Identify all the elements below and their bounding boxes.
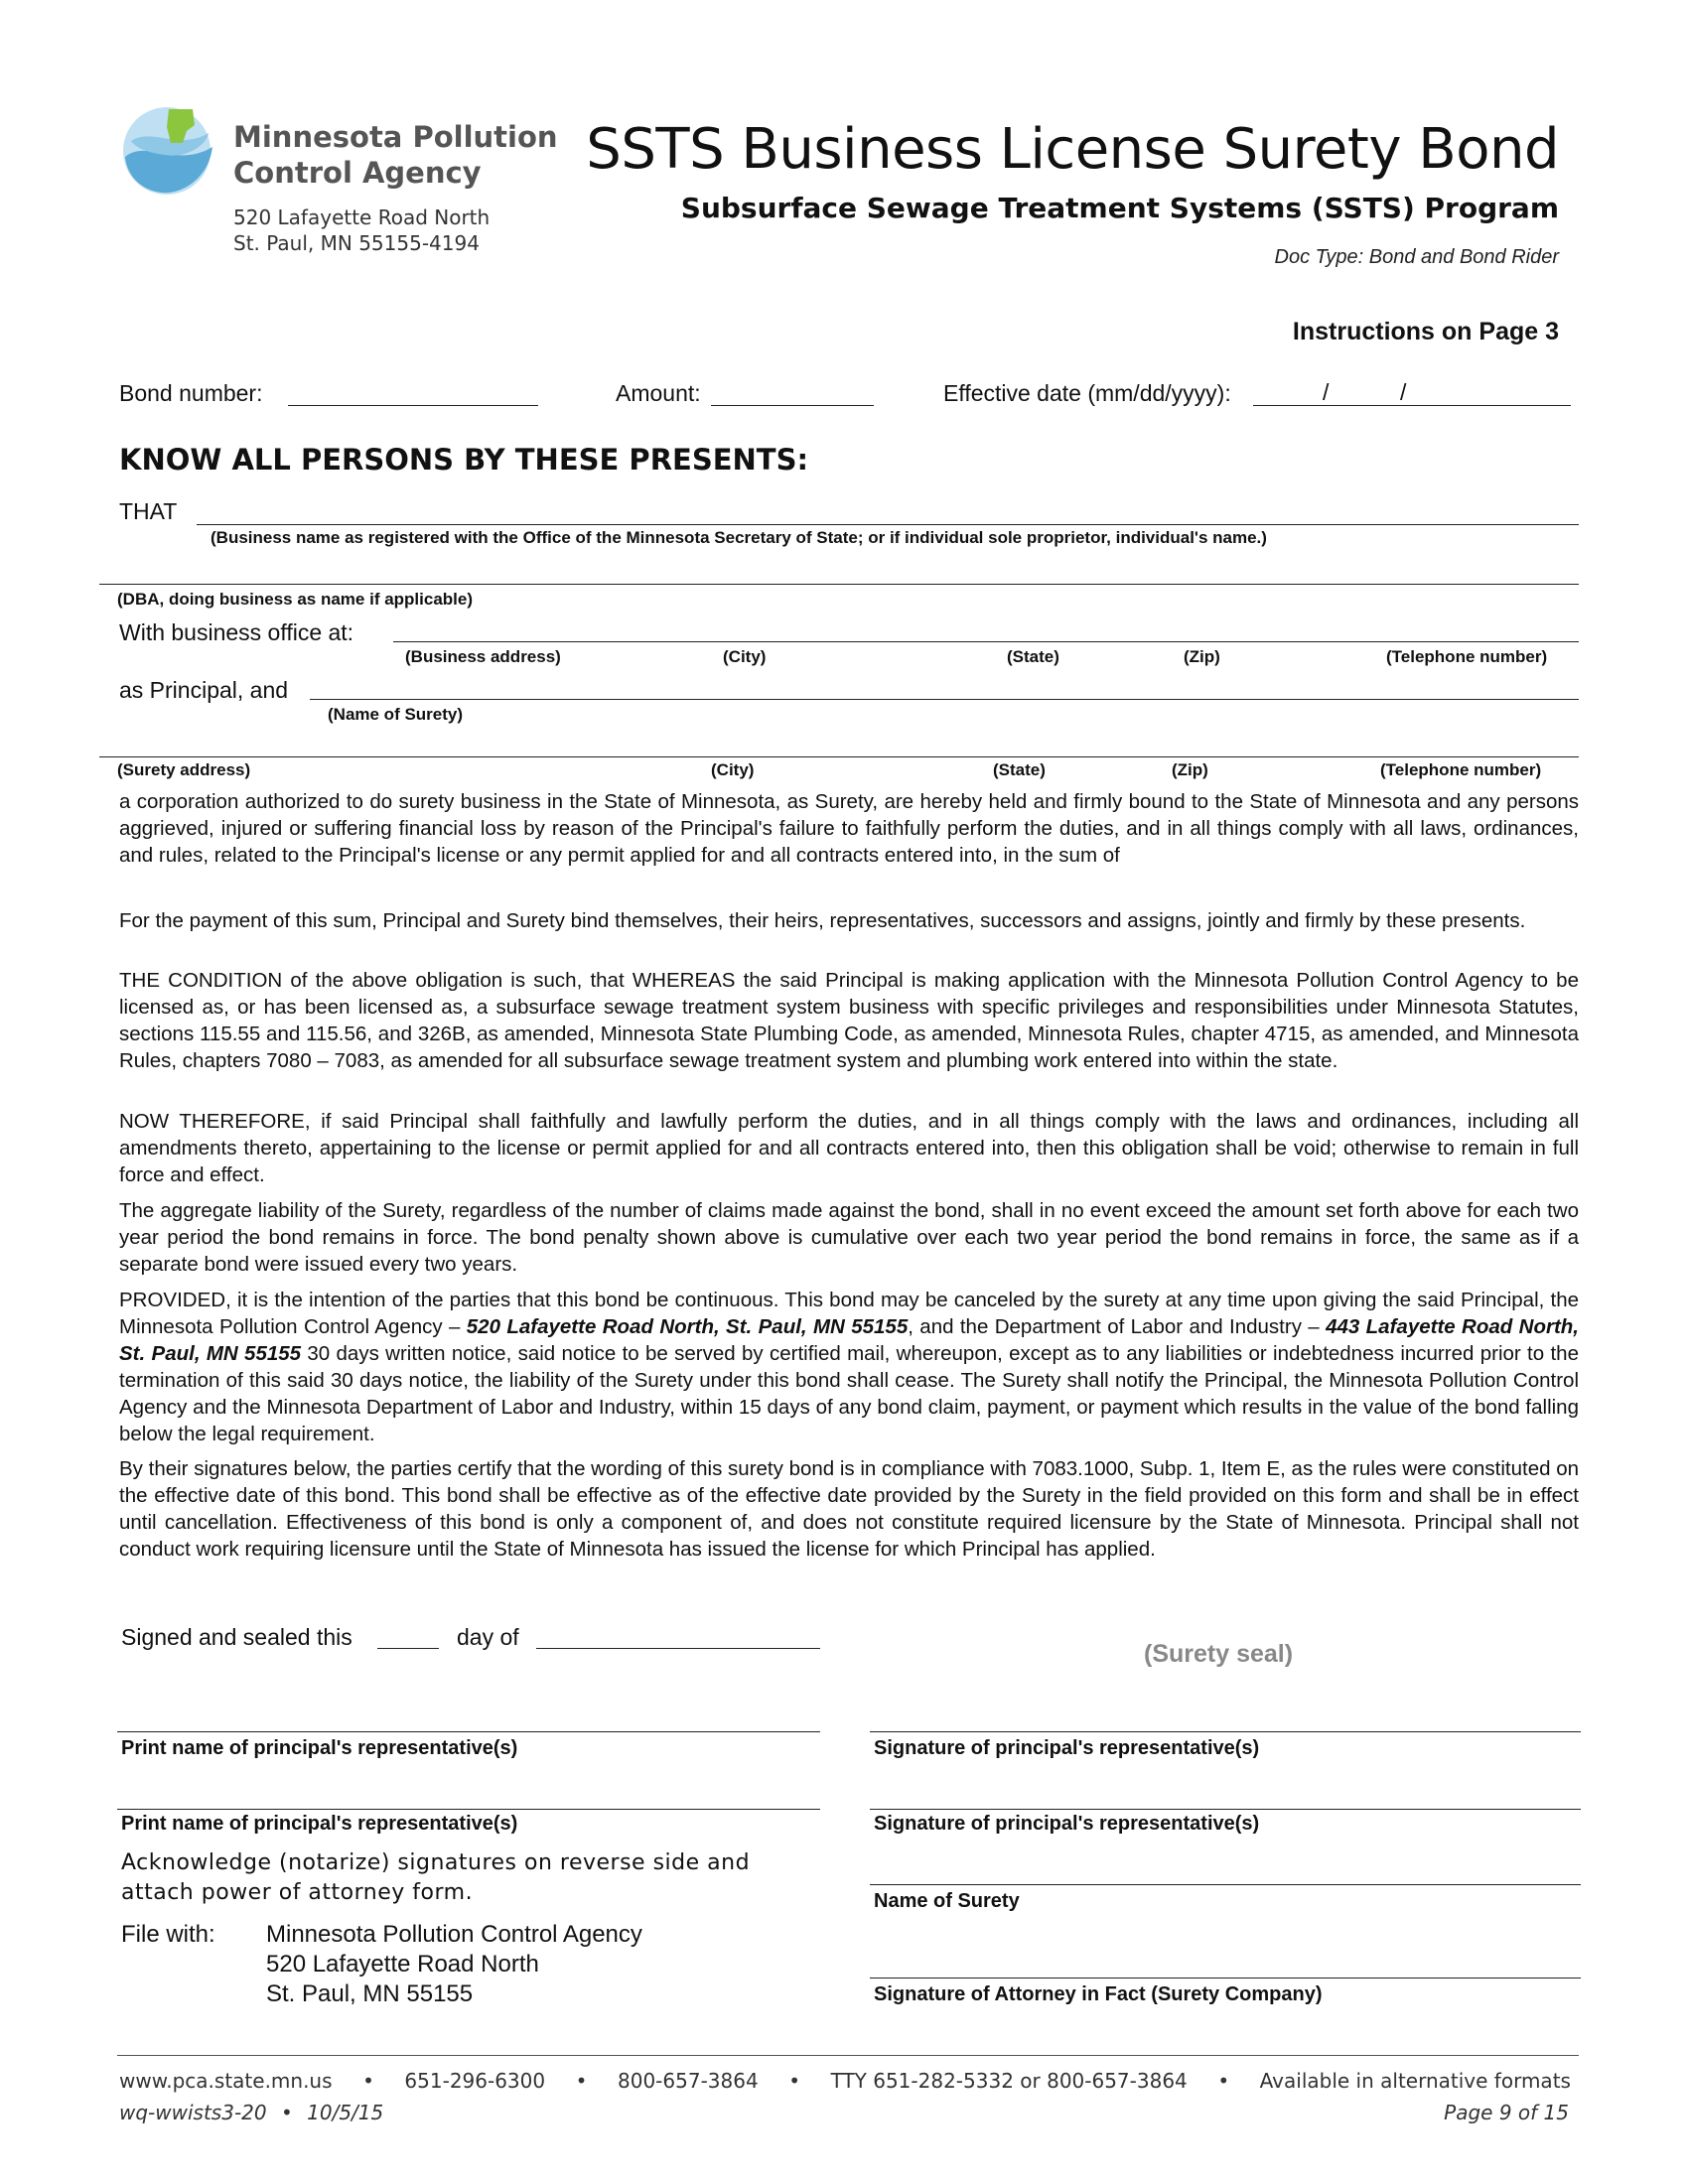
signed-day-field[interactable] xyxy=(377,1648,439,1649)
know-all-persons-heading: KNOW ALL PERSONS BY THESE PRESENTS: xyxy=(119,443,809,477)
surety-address-hint: (Surety address) xyxy=(117,760,251,779)
footer-doc-id: wq-wwists3-20 xyxy=(119,2101,267,2124)
paragraph-provided xyxy=(119,1287,1579,1447)
agency-address-line2: St. Paul, MN 55155-4194 xyxy=(233,231,480,255)
as-principal-label: as Principal, and xyxy=(119,677,289,703)
attorney-signature-field[interactable] xyxy=(870,1978,1581,1979)
page-subtitle: Subsurface Sewage Treatment Systems (SSTS) Program xyxy=(680,192,1559,224)
agency-name-line2: Control Agency xyxy=(233,156,482,190)
surety-state-hint: (State) xyxy=(993,760,1046,779)
footer-phone2: 800-657-3864 xyxy=(618,2069,759,2093)
effective-date-field[interactable] xyxy=(1253,405,1571,406)
provided-text-1: PROVIDED, it is the intention of the parties that this bond be continuous. This bond may be canceled by the surety at any time upon giving the said Principal, the Minnesota Pollution Control Agency – xyxy=(119,1289,1579,1338)
effective-date-label: Effective date (mm/dd/yyyy): xyxy=(943,380,1231,406)
dli-address: 443 Lafayette Road North, St. Paul, MN 55155 xyxy=(119,1315,1580,1365)
provided-text-3: 30 days written notice, said notice to be served by certified mail, whereupon, except as to any liabilities or indebtedness incurred prior to the termination of this said 30 days notice, the liability of the Surety under this bond shall cease. The Surety shall notify the Principal, the Minnesota Pollution Control Agency and the Minnesota Department of Labor and Industry, within 15 days of any bond claim, payment, or payment which results in the value of the bond falling below the legal requirement. xyxy=(119,1342,1579,1445)
agency-address-line1: 520 Lafayette Road North xyxy=(233,205,491,229)
paragraph-signatures: By their signatures below, the parties certify that the wording of this surety bond is in compliance with 7083.1000, Subp. 1, Item E, as the rules were constituted on the effective date of this bond. This bond shall be effective as of the effective date provided by the Surety in the field provided on this form and shall be in effect until cancellation. Effectiveness of this bond is only a component of, and does not constitute required licensure by the State of Minnesota. Principal shall not conduct work requiring licensure until the State of Minnesota has issued the license for which Principal has applied. xyxy=(119,1457,1579,1561)
footer-bullet: • xyxy=(1217,2069,1230,2093)
footer-alt-formats: Available in alternative formats xyxy=(1259,2069,1571,2093)
surety-name-sign-field[interactable] xyxy=(870,1884,1581,1885)
amount-label: Amount: xyxy=(616,380,701,406)
file-with-line3: St. Paul, MN 55155 xyxy=(266,1980,474,2007)
surety-name-field[interactable] xyxy=(310,699,1579,700)
footer-bullet: • xyxy=(788,2069,801,2093)
business-phone-hint: (Telephone number) xyxy=(1386,647,1548,666)
paragraph-now-therefore: NOW THEREFORE, if said Principal shall faithfully and lawfully perform the duties, and in all things comply with the laws and ordinances, including all amendments thereto, appertaining to the license or permit applied for and all contracts entered into, then this obligation shall be void; otherwise to remain in full force and effect. xyxy=(119,1110,1579,1186)
signature-2-field[interactable] xyxy=(870,1809,1581,1810)
file-with-address xyxy=(266,1920,642,2009)
signature-2-label: Signature of principal's representative(s) xyxy=(874,1813,1260,1835)
page-title: SSTS Business License Surety Bond xyxy=(586,117,1559,182)
paragraph-condition: THE CONDITION of the above obligation is such, that WHEREAS the said Principal is making application with the Minnesota Pollution Control Agency to be licensed as, or has been licensed as, a subsurface sewage treatment system business with specific privileges and responsibilities under Minnesota Statutes, sections 115.55 and 115.56, and 326B, as amended, Minnesota State Plumbing Code, as amended, Minnesota Rules, chapter 4715, as amended, and Minnesota Rules, chapters 7080 – 7083, as amended for all subsurface sewage treatment system and plumbing work entered into within the state. xyxy=(119,969,1579,1072)
provided-text-2: , and the Department of Labor and Industry – xyxy=(908,1315,1327,1338)
agency-logo xyxy=(117,99,221,199)
footer-phone1: 651-296-6300 xyxy=(404,2069,546,2093)
business-office-label: With business office at: xyxy=(119,619,354,645)
footer-rule xyxy=(117,2055,1579,2056)
attorney-signature-label: Signature of Attorney in Fact (Surety Company) xyxy=(874,1983,1323,2005)
name-of-surety-label: Name of Surety xyxy=(874,1890,1020,1912)
business-name-field[interactable] xyxy=(197,524,1579,525)
bond-number-field[interactable] xyxy=(288,405,538,406)
bond-number-label: Bond number: xyxy=(119,380,263,406)
mpca-address: 520 Lafayette Road North, St. Paul, MN 55155 xyxy=(466,1315,909,1338)
footer-date: 10/5/15 xyxy=(307,2101,384,2124)
that-label: THAT xyxy=(119,498,178,524)
surety-seal: (Surety seal) xyxy=(1144,1640,1294,1668)
footer-doc-id-block xyxy=(119,2101,383,2124)
print-name-1-field[interactable] xyxy=(117,1731,820,1732)
surety-zip-hint: (Zip) xyxy=(1172,760,1208,779)
print-name-1-label: Print name of principal's representative(s) xyxy=(121,1737,518,1759)
dba-field[interactable] xyxy=(99,584,1579,585)
footer-bullet: • xyxy=(362,2069,374,2093)
business-state-hint: (State) xyxy=(1007,647,1059,666)
business-address-field[interactable] xyxy=(393,641,1579,642)
day-of-label: day of xyxy=(457,1624,519,1650)
paragraph-payment: For the payment of this sum, Principal and Surety bind themselves, their heirs, representatives, successors and assigns, jointly and firmly by these presents. xyxy=(119,909,1526,932)
agency-name-line1: Minnesota Pollution xyxy=(233,120,558,154)
business-name-hint: (Business name as registered with the Office of the Minnesota Secretary of State; or if individual sole proprietor, individual's name.) xyxy=(211,528,1267,547)
footer-bullet: • xyxy=(575,2069,588,2093)
signed-month-field[interactable] xyxy=(536,1648,820,1649)
date-slash-2: / xyxy=(1400,379,1407,405)
agency-logo-icon xyxy=(117,99,221,199)
signed-sealed-label: Signed and sealed this xyxy=(121,1624,352,1650)
print-name-2-field[interactable] xyxy=(117,1809,820,1810)
surety-city-hint: (City) xyxy=(711,760,755,779)
print-name-2-label: Print name of principal's representative(s) xyxy=(121,1813,518,1835)
footer-tty: TTY 651-282-5332 or 800-657-3864 xyxy=(830,2069,1188,2093)
business-zip-hint: (Zip) xyxy=(1184,647,1220,666)
surety-name-hint: (Name of Surety) xyxy=(328,705,464,724)
file-with-label: File with: xyxy=(121,1921,215,1948)
business-city-hint: (City) xyxy=(723,647,767,666)
acknowledge-note xyxy=(121,1848,750,1908)
instructions-note: Instructions on Page 3 xyxy=(1292,318,1559,345)
paragraph-aggregate-liability: The aggregate liability of the Surety, regardless of the number of claims made against the bond, shall in no event exceed the amount set forth above for each two year period the bond remains in force. The bond penalty shown above is cumulative over each two year period the bond remains in force, the same as if a separate bond were issued every two years. xyxy=(119,1199,1579,1276)
footer-website[interactable]: www.pca.state.mn.us xyxy=(119,2069,333,2093)
acknowledge-line2: attach power of attorney form. xyxy=(121,1880,474,1905)
surety-address-field[interactable] xyxy=(99,756,1579,757)
acknowledge-line1: Acknowledge (notarize) signatures on reverse side and xyxy=(121,1850,751,1875)
file-with-line2: 520 Lafayette Road North xyxy=(266,1951,539,1978)
footer-bullet: • xyxy=(280,2101,293,2124)
date-slash-1: / xyxy=(1323,379,1330,405)
dba-hint: (DBA, doing business as name if applicable) xyxy=(117,590,474,609)
surety-phone-hint: (Telephone number) xyxy=(1380,760,1542,779)
signature-1-field[interactable] xyxy=(870,1731,1581,1732)
signature-1-label: Signature of principal's representative(s) xyxy=(874,1737,1260,1759)
business-address-hint: (Business address) xyxy=(405,647,561,666)
doc-type: Doc Type: Bond and Bond Rider xyxy=(1274,246,1559,268)
footer-page-number: Page 9 of 15 xyxy=(1444,2101,1569,2124)
paragraph-surety-authorization: a corporation authorized to do surety business in the State of Minnesota, as Surety, are hereby held and firmly bound to the State of Minnesota and any persons aggrieved, injured or suffering financial loss by reason of the Principal's failure to faithfully perform the duties, and in all things comply with all laws, ordinances, and rules, related to the Principal's license or any permit applied for and all contracts entered into, in the sum of xyxy=(119,790,1579,867)
amount-field[interactable] xyxy=(711,405,874,406)
file-with-line1: Minnesota Pollution Control Agency xyxy=(266,1921,642,1948)
footer-contact xyxy=(119,2069,1571,2093)
